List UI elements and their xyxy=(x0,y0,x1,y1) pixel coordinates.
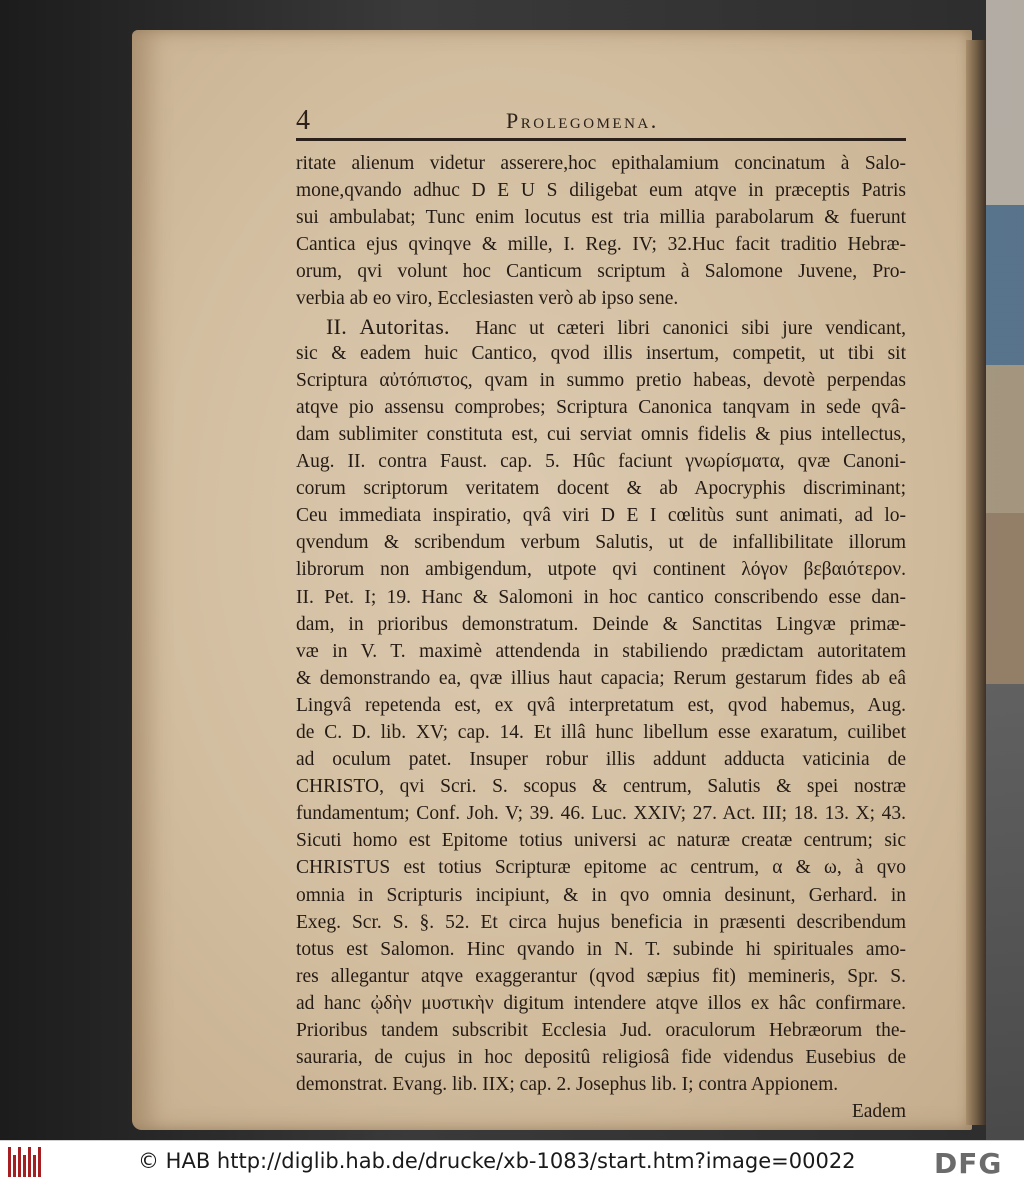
text-line: totus est Salomon. Hinc qvando in N. T. subinde hi spirituales amo- xyxy=(296,938,906,960)
text-line: Cantica ejus qvinqve & mille, I. Reg. IV; 32.Huc facit traditio Hebræ- xyxy=(296,234,906,256)
section-first-line-text: Hanc ut cæteri libri canonici sibi jure vendicant, xyxy=(475,317,906,339)
text-line: Lingvâ repetenda est, ex qvâ interpretatum est, qvod habemus, Aug. xyxy=(296,694,906,716)
text-line: Sicuti homo est Epitome totius universi ac naturæ creatæ centrum; sic xyxy=(296,830,906,852)
text-line: CHRISTUS est totius Scripturæ epitome ac centrum, α & ω, à qvo xyxy=(296,857,906,879)
catchword: Eadem xyxy=(851,1101,906,1123)
text-line: dam, in prioribus demonstratum. Deinde & Sanctitas Lingvæ primæ- xyxy=(296,613,906,635)
text-line: sauraria, de cujus in hoc depositû religiosâ fide videndus Eusebius de xyxy=(296,1047,906,1069)
text-line: omnia in Scripturis incipiunt, & in qvo omnia desinunt, Gerhard. in xyxy=(296,884,906,906)
text-line: Ceu immediata inspiratio, qvâ viri D E I cœlitùs sunt animati, ad lo- xyxy=(296,505,906,527)
page-number: 4 xyxy=(296,105,310,136)
text-line: librorum non ambigendum, utpote qvi continent λόγον βεβαιότερον. xyxy=(296,559,906,581)
text-line: Aug. II. contra Faust. cap. 5. Hûc faciunt γνωρίσματα, qvæ Canoni- xyxy=(296,451,906,473)
text-line: fundamentum; Conf. Joh. V; 39. 46. Luc. XXIV; 27. Act. III; 18. 13. X; 43. xyxy=(296,803,906,825)
page-text-block xyxy=(296,150,906,1125)
text-line: Scriptura αὐτόπιστος, qvam in summo pretio habeas, devotè perpendas xyxy=(296,369,906,391)
text-line: ad oculum patet. Insuper robur illis addunt adducta vaticinia de xyxy=(296,749,906,771)
text-line: res allegantur atqve exaggerantur (qvod sæpius fit) memineris, Spr. S. xyxy=(296,965,906,987)
text-line: qvendum & scribendum verbum Salutis, ut de infallibilitate illorum xyxy=(296,532,906,554)
text-line: dam sublimiter constituta est, cui serviat omnis fidelis & pius intellectus, xyxy=(296,423,906,445)
text-line: ad hanc ᾠδὴν μυστικὴν digitum intendere atqve illos ex hâc confirmare. xyxy=(296,992,906,1014)
text-line: atqve pio assensu comprobes; Scriptura Canonica tanqvam in sede qvâ- xyxy=(296,396,906,418)
section-first-line xyxy=(296,313,906,340)
text-line: væ in V. T. maximè attendenda in stabiliendo prædictam autoritatem xyxy=(296,640,906,662)
text-line: & demonstrando ea, qvæ illius haut capacia; Rerum gestarum fides ab eâ xyxy=(296,667,906,689)
color-calibration-strip xyxy=(986,0,1024,1140)
text-line: CHRISTO, qvi Scri. S. scopus & centrum, Salutis & spei nostræ xyxy=(296,776,906,798)
text-line: mone,qvando adhuc D E U S diligebat eum atqve in præceptis Patris xyxy=(296,180,906,202)
text-line: Prioribus tandem subscribit Ecclesia Jud. oraculorum Hebræorum the- xyxy=(296,1020,906,1041)
running-head: Prolegomena. xyxy=(506,108,659,133)
dfg-logo: DFG xyxy=(934,1147,1003,1180)
text-line: ritate alienum videtur asserere,hoc epithalamium concinatum à Salo- xyxy=(296,153,906,174)
text-line: orum, qvi volunt hoc Canticum scriptum à Salomone Juvene, Pro- xyxy=(296,261,906,283)
text-line: II. Pet. I; 19. Hanc & Salomoni in hoc cantico conscribendo esse dan- xyxy=(296,586,906,608)
page-edge xyxy=(966,40,986,1125)
text-line: sic & eadem huic Cantico, qvod illis insertum, competit, ut tibi sit xyxy=(296,342,906,364)
text-line: verbia ab eo viro, Ecclesiasten verò ab ipso sene. xyxy=(296,288,679,310)
section-heading: II. Autoritas. xyxy=(326,313,450,339)
page-header xyxy=(296,104,906,141)
text-line: de C. D. lib. XV; cap. 14. Et illâ hunc libellum esse exaratum, cuilibet xyxy=(296,721,906,743)
text-line: corum scriptorum veritatem docent & ab Apocryphis discriminant; xyxy=(296,478,906,500)
hab-logo-icon xyxy=(8,1147,48,1177)
text-line: Exeg. Scr. S. §. 52. Et circa hujus beneficia in præsenti describendum xyxy=(296,911,906,933)
copyright-link[interactable]: © HAB http://diglib.hab.de/drucke/xb-1083/start.htm?image=00022 xyxy=(138,1149,856,1173)
text-line: demonstrat. Evang. lib. IIX; cap. 2. Josephus lib. I; contra Appionem. xyxy=(296,1074,839,1096)
footer-bar xyxy=(0,1140,1024,1183)
text-line: sui ambulabat; Tunc enim locutus est tria millia parabolarum & fuerunt xyxy=(296,207,906,229)
